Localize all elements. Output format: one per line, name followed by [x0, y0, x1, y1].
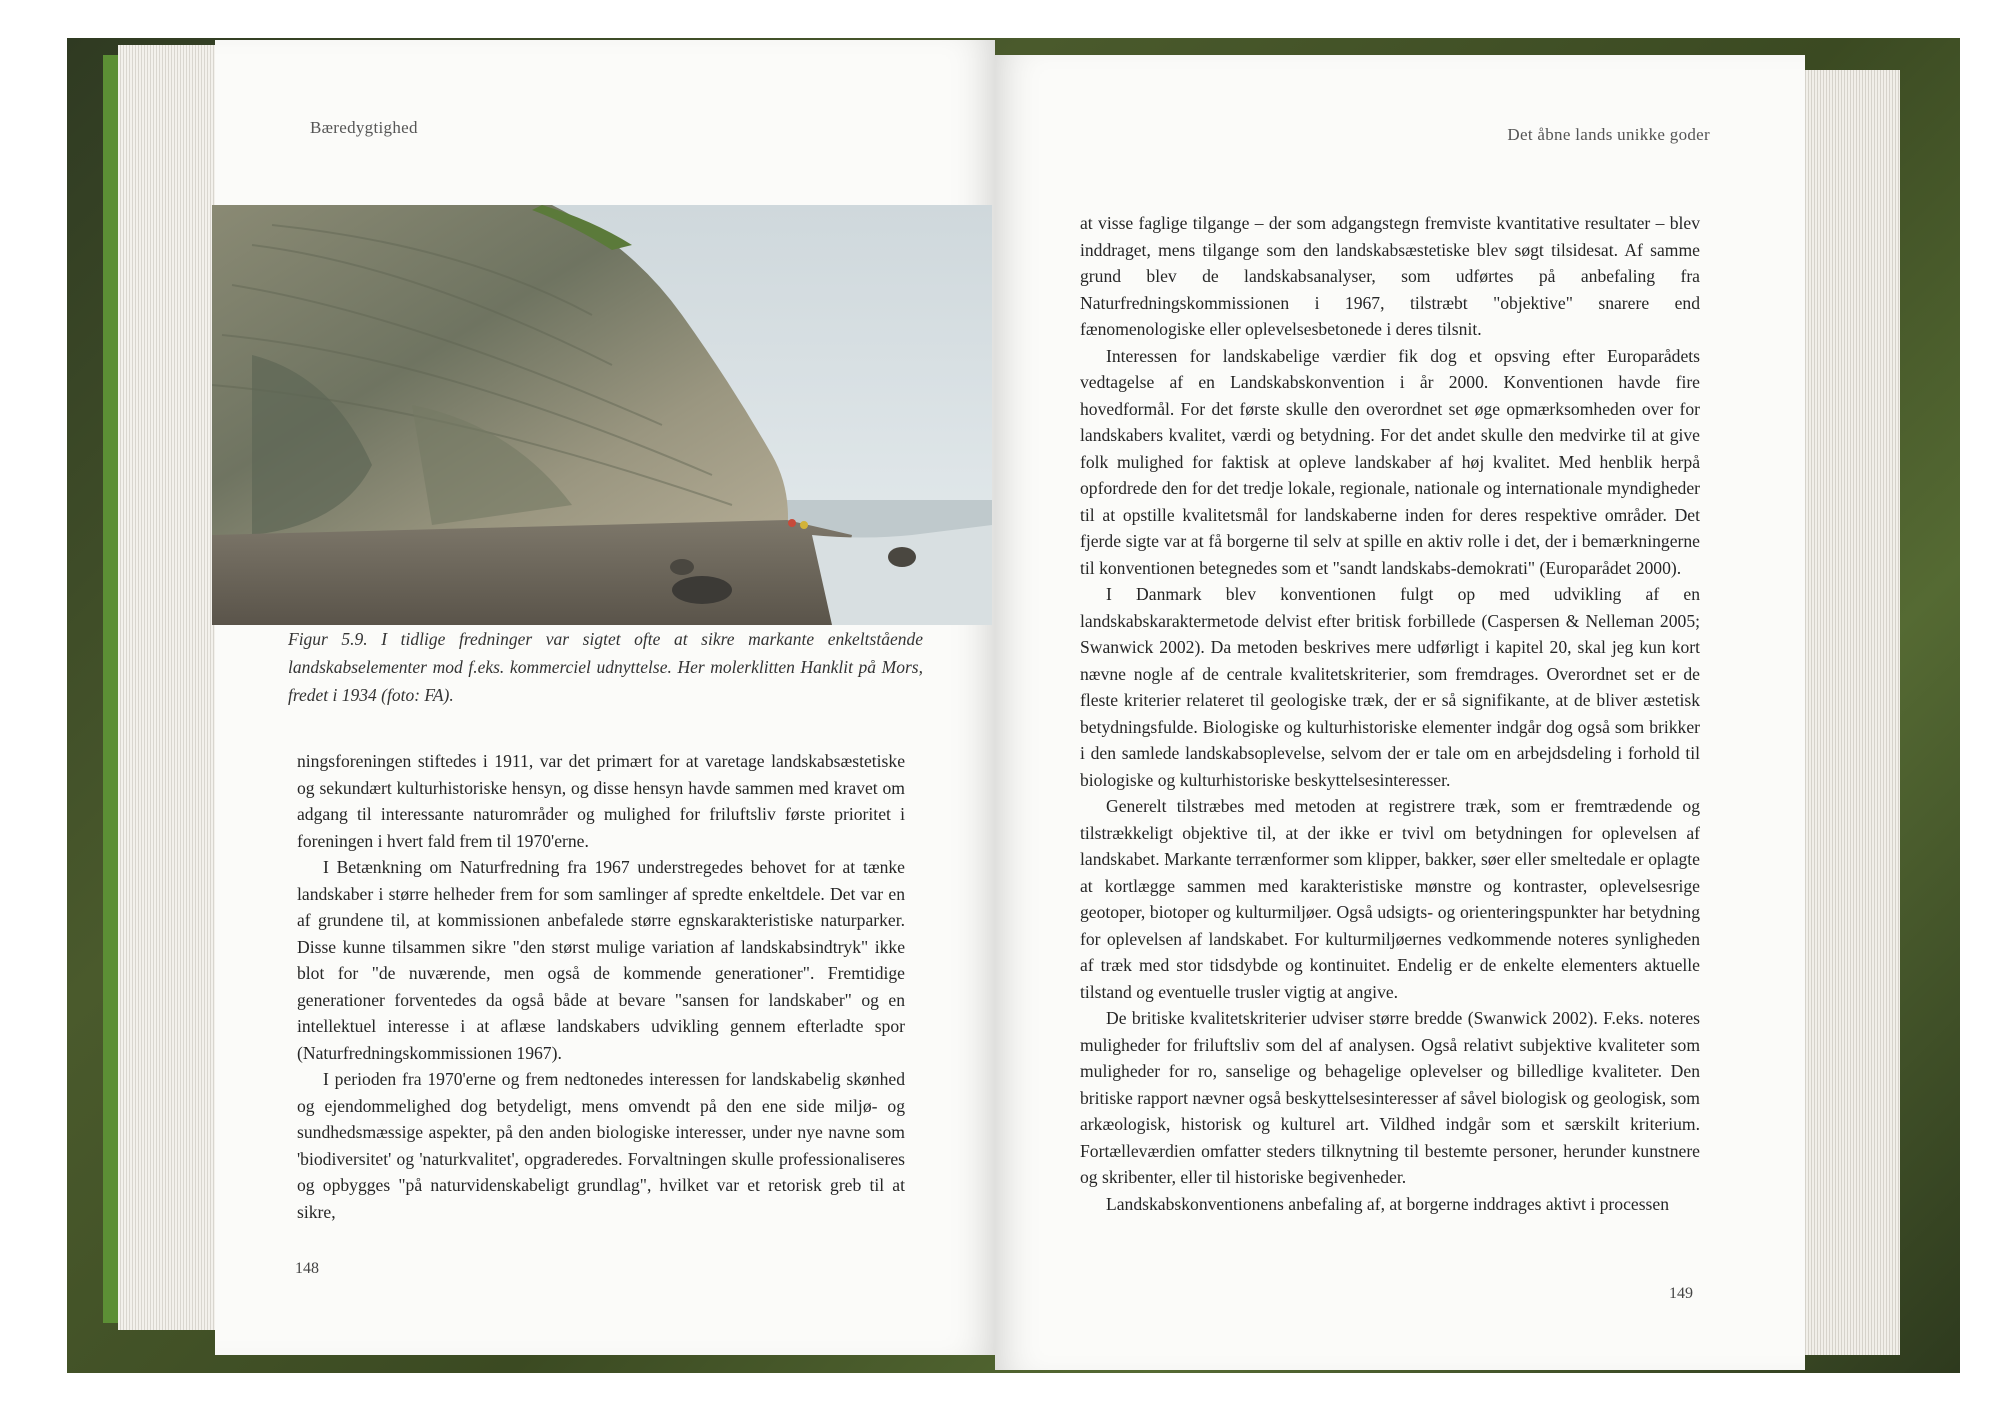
- figure-caption: Figur 5.9. I tidlige fredninger var sigtet ofte at sikre markante enkeltstående landskabselementer mod f.eks. kommerciel udnyttelse. Her molerklitten Hanklit på Mors, fredet i 1934 (foto: FA).: [288, 629, 923, 705]
- right-paragraph-3: I Danmark blev konventionen fulgt op med udvikling af en landskabskaraktermetode delvist efter britisk forbillede (Caspersen & Nelleman 2005; Swanwick 2002). Da metoden beskrives mere udførligt i kapitel 20, skal jeg kun kort nævne nogle af de centrale kvalitetskriterier, som fremdrages. Overordnet set er de fleste kriterier relateret til geologiske træk, der er så signifikante, at de bliver æstetisk betydningsfulde. Biologiske og kulturhistoriske elementer indgår dog også som brikker i den samlede landskabsoplevelse, selvom der er tale om en arbejdsdeling i forhold til biologiske og kulturhistoriske beskyttelsesinteresser.: [1080, 584, 1700, 790]
- left-paragraph-3: I perioden fra 1970'erne og frem nedtonedes interessen for landskabelig skønhed og ejendommelighed dog betydeligt, mens omvendt på den ene side miljø- og sundhedsmæssige aspekter, på den anden biologiske interesser, under nye navne som 'biodiversitet' og 'naturkvalitet', opgraderedes. Forvaltningen skulle professionaliseres og opbygges "på naturvidenskabeligt grundlag", hvilket var et retorisk greb til at sikre,: [297, 1069, 905, 1222]
- page-edges-left: [118, 45, 218, 1330]
- left-paragraph-1: ningsforeningen stiftedes i 1911, var det primært for at varetage landskabsæstetiske og sekundært kulturhistoriske hensyn, og disse hensyn havde sammen med kravet om adgang til interessante naturområder og mulighed for friluftsliv første prioritet i foreningen i hvert fald frem til 1970'erne.: [297, 751, 905, 851]
- page-number-left: 148: [295, 1260, 319, 1277]
- left-body-text: [297, 748, 905, 1225]
- running-head-left: Bæredygtighed: [310, 118, 418, 137]
- running-head-right: Det åbne lands unikke goder: [1507, 125, 1710, 144]
- left-paragraph-2: I Betænkning om Naturfredning fra 1967 understregedes behovet for at tænke landskaber i større helheder frem for som samlinger af spredte enkeltdele. Det var en af grundene til, at kommissionen anbefalede større egnskarakteristiske naturparker. Disse kunne tilsammen sikre "den størst mulige variation af landskabsindtryk" ikke blot for "de nuværende, men også de kommende generationer". Fremtidige generationer forventedes da også både at bevare "sansen for landskaber" og en intellektuel interesse i at aflæse landskabers udvikling gennem efterladte spor (Naturfredningskommissionen 1967).: [297, 857, 905, 1063]
- right-paragraph-1: at visse faglige tilgange – der som adgangstegn fremviste kvantitative resultater – blev inddraget, mens tilgange som den landskabsæstetiske blev søgt tilsidesat. Af samme grund blev de landskabsanalyser, som udførtes på anbefaling fra Naturfredningskommissionen i 1967, tilstræbt "objektive" snarere end fænomenologiske eller oplevelsesbetonede i deres tilsnit.: [1080, 213, 1700, 339]
- page-edges-right: [1800, 70, 1900, 1355]
- right-paragraph-4: Generelt tilstræbes med metoden at registrere træk, som er fremtrædende og tilstrækkeligt objektive til, at der ikke er tvivl om betydningen for oplevelsen af landskabet. Markante terrænformer som klipper, bakker, søer eller smeltedale er oplagte at kortlægge sammen med karakteristiske mønstre og kontraster, oplevelsesrige geotoper, biotoper og kulturmiljøer. Også udsigts- og orienteringspunkter har betydning for oplevelsen af landskabet. For kulturmiljøernes vedkommende noteres synligheden af træk med stor tidsdybde og kontinuitet. Endelig er de enkelte elementers aktuelle tilstand og eventuelle trusler vigtig at angive.: [1080, 796, 1700, 1002]
- right-paragraph-6: Landskabskonventionens anbefaling af, at borgerne inddrages aktivt i processen: [1106, 1193, 1669, 1214]
- cliff-photo-illustration: [212, 205, 992, 625]
- figure-photo-cliff: [212, 205, 992, 625]
- right-body-text: [1080, 210, 1700, 1217]
- page-number-right: 149: [1669, 1285, 1693, 1302]
- right-paragraph-2: Interessen for landskabelige værdier fik dog et opsving efter Europarådets vedtagelse af en Landskabskonvention i år 2000. Konventionen havde fire hovedformål. For det første skulle den overordnet set øge opmærksomheden over for landskabers kvalitet, værdi og betydning. For det andet skulle den medvirke til at give folk mulighed for faktisk at opleve landskaber af høj kvalitet. Med henblik herpå opfordrede den for det tredje lokale, regionale, nationale og internationale myndigheder til at opstille kvalitetsmål for landskaberne inden for deres respektive områder. Det fjerde sigte var at få borgerne til selv at spille en aktiv rolle i det, der i bemærkningerne til konventionen betegnedes som et "sandt landskabs-demokrati" (Europarådet 2000).: [1080, 345, 1700, 578]
- right-paragraph-5: De britiske kvalitetskriterier udviser større bredde (Swanwick 2002). F.eks. noteres muligheder for friluftsliv som del af analysen. Også relativt subjektive kvaliteter som muligheder for ro, sanselige og behagelige oplevelser og billedlige kvaliteter. Den britiske rapport nævner også beskyttelsesinteresser af såvel biologisk og geologisk, som arkæologisk, historisk og kulturel art. Vildhed indgår som et særskilt kriterium. Fortælleværdien omfatter steders tilknytning til bestemte personer, herunder kunstnere og skribenter, eller til historiske begivenheder.: [1080, 1008, 1700, 1187]
